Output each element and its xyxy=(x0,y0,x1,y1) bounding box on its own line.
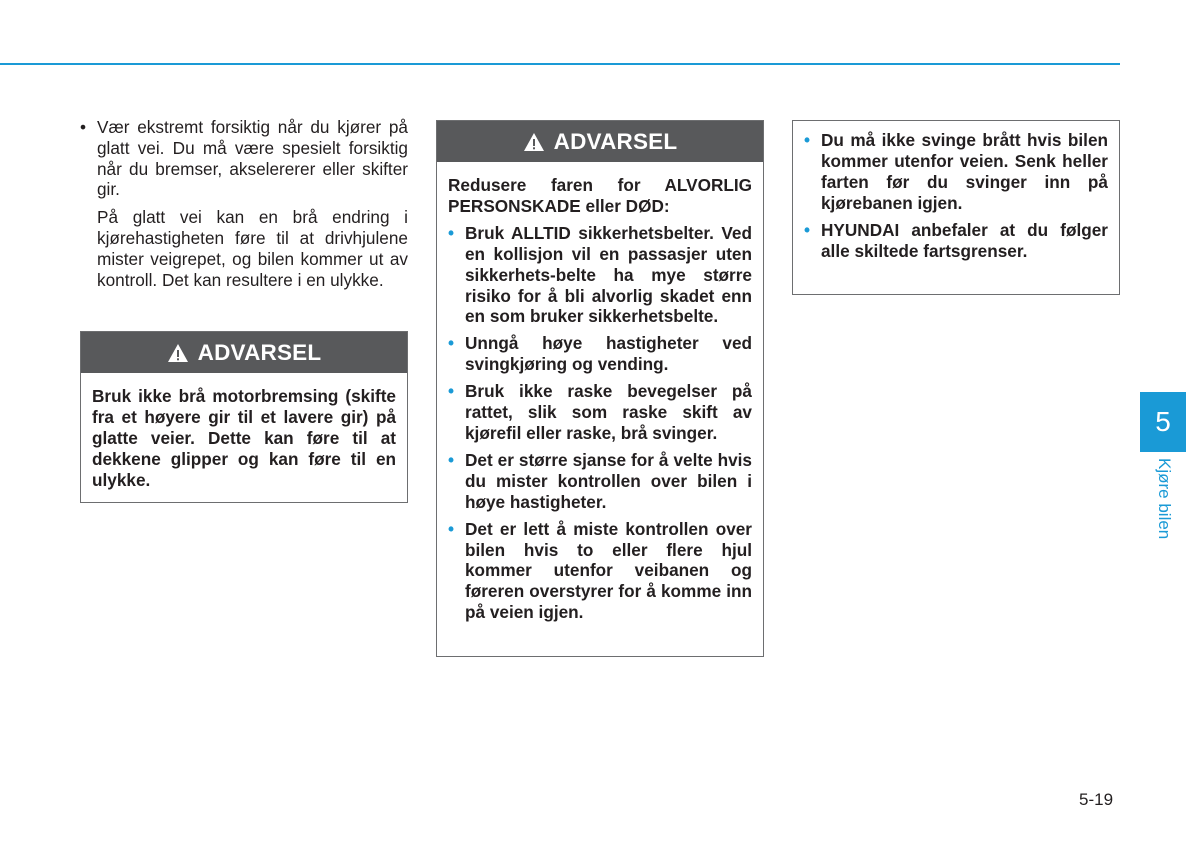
warning-list xyxy=(804,130,1108,261)
page-number: 5-19 xyxy=(1079,790,1114,809)
list-item: • Bruk ikke raske bevegelser på rattet, slik som raske skift av kjørefil eller raske, brå svinger. xyxy=(448,381,752,444)
column-1 xyxy=(80,117,408,290)
chapter-title: Kjøre bilen xyxy=(1155,458,1174,540)
warning-triangle-icon xyxy=(167,343,189,363)
warning-header xyxy=(81,332,407,373)
bullet-text: • Vær ekstremt forsiktig når du kjører på glatt vei. Du må være spesielt forsiktig når du bremser, akselererer eller skifter gir. xyxy=(97,117,408,200)
warning-body xyxy=(81,373,407,504)
warning-list xyxy=(448,223,752,623)
list-item: • Bruk ALLTID sikkerhetsbelter. Ved en kollisjon vil en passasjer uten sikkerhets-belte ha mye større risiko for å bli alvorlig skadet enn en som bruker sikkerhetsbelte. xyxy=(448,223,752,328)
chapter-tab xyxy=(1140,392,1186,452)
slippery-road-bullet xyxy=(80,117,408,290)
follow-text: På glatt vei kan en brå endring i kjørehastigheten føre til at drivhjulene mister veigrepet, og bilen kommer ut av kontroll. Det kan resultere i en ulykke. xyxy=(97,207,408,290)
list-item: • Du må ikke svinge brått hvis bilen kommer utenfor veien. Senk heller farten før du svinger inn på kjørebanen igjen. xyxy=(804,130,1108,214)
warning-body xyxy=(437,162,763,642)
warning-box-continued xyxy=(792,120,1120,295)
list-item: • Det er større sjanse for å velte hvis du mister kontrollen over bilen i høye hastigheter. xyxy=(448,450,752,513)
list-item: • Det er lett å miste kontrollen over bilen hvis to eller flere hjul kommer utenfor veibanen og føreren overstyrer for å komme inn på veien igjen. xyxy=(448,519,752,624)
warning-box-engine-braking xyxy=(80,331,408,503)
warning-triangle-icon xyxy=(523,132,545,152)
chapter-number: 5 xyxy=(1155,406,1171,437)
warning-title: ADVARSEL xyxy=(553,128,678,154)
header-rule xyxy=(0,63,1120,65)
warning-lead: Redusere faren for ALVORLIG PERSONSKADE eller DØD: xyxy=(448,175,752,216)
list-item: • Unngå høye hastigheter ved svingkjøring og vending. xyxy=(448,333,752,375)
list-item: • HYUNDAI anbefaler at du følger alle skiltede fartsgrenser. xyxy=(804,220,1108,262)
warning-header xyxy=(437,121,763,162)
warning-text: Bruk ikke brå motorbremsing (skifte fra et høyere gir til et lavere gir) på glatte veier. Dette kan føre til at dekkene glipper og kan føre til en ulykke. xyxy=(92,386,396,490)
warning-body xyxy=(793,121,1119,280)
warning-title: ADVARSEL xyxy=(197,339,322,365)
warning-box-serious-injury xyxy=(436,120,764,657)
